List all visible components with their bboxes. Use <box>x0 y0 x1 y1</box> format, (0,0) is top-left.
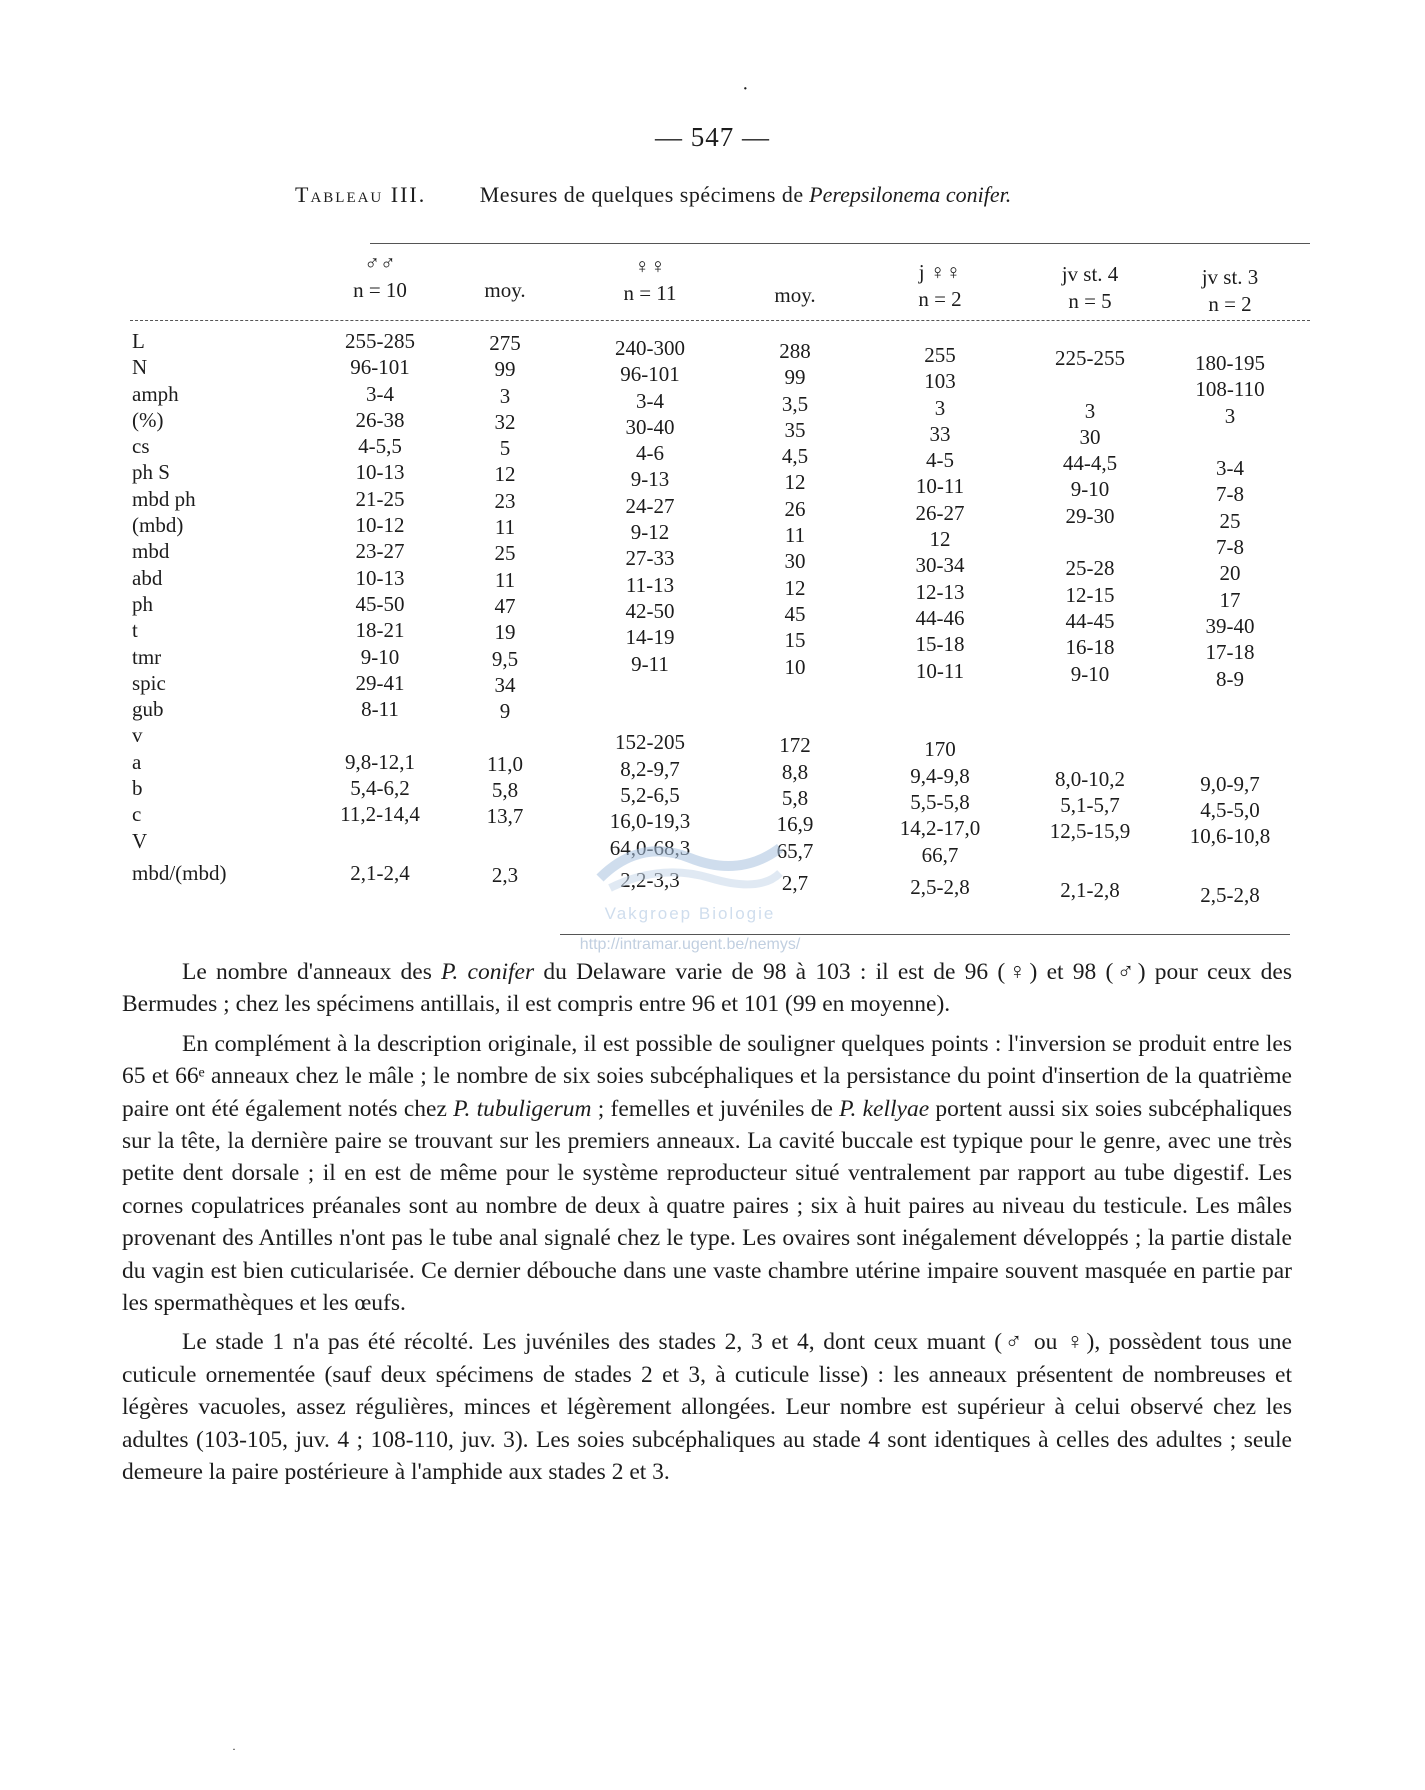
cell: 4-5,5 <box>358 434 402 459</box>
cell: 96-101 <box>620 362 680 387</box>
page-number: — 547 — <box>655 122 770 152</box>
cell <box>1030 529 1150 555</box>
cell: 288 <box>779 339 811 363</box>
cell: 5,1-5,7 <box>1060 793 1120 818</box>
cell: 32 <box>494 409 516 434</box>
column-females-mean <box>755 338 835 896</box>
cell <box>470 830 540 856</box>
cell: 25 <box>1219 508 1241 533</box>
cell <box>755 706 835 732</box>
row-label: (%) <box>132 407 164 432</box>
cell: 9-10 <box>360 644 400 669</box>
cell: 11-13 <box>625 572 675 597</box>
cell: 10-11 <box>915 474 965 499</box>
header-stage3-label: jv st. 3 <box>1201 265 1259 289</box>
row-label: tmr <box>132 644 162 669</box>
column-males-mean <box>470 330 540 888</box>
cell <box>755 680 835 706</box>
cell: 240-300 <box>615 336 685 360</box>
cell: 5,4-6,2 <box>350 776 410 801</box>
cell: 2,3 <box>491 862 519 887</box>
cell: 4,5 <box>781 444 809 469</box>
cell: 3 <box>1224 403 1236 428</box>
cell: 4-6 <box>636 441 664 466</box>
header-males-mean <box>470 277 540 304</box>
cell: 255 <box>924 343 956 367</box>
cell: 10-11 <box>915 658 965 683</box>
cell <box>1170 429 1290 455</box>
cell: 14-19 <box>625 625 675 650</box>
cell: 45-50 <box>355 591 405 616</box>
cell: 12 <box>494 462 516 487</box>
cell: 12,5-15,9 <box>1049 819 1131 844</box>
table-caption <box>295 182 1011 208</box>
cell: 99 <box>784 365 806 390</box>
watermark-name: Vakgroep Biologie <box>604 904 776 923</box>
cell: 20 <box>1219 561 1241 586</box>
cell <box>1030 687 1150 713</box>
header-males-symbol: ♂♂ <box>364 251 396 275</box>
row-label: mbd ph <box>132 486 196 511</box>
header-stage4-n: n = 5 <box>1068 289 1112 313</box>
cell: 19 <box>494 620 516 645</box>
table-header-rule <box>130 320 1310 321</box>
cell <box>1170 850 1290 876</box>
cell: 42-50 <box>625 598 675 623</box>
paragraph-2 <box>122 1028 1292 1320</box>
cell: 9-10 <box>1070 477 1110 502</box>
cell: 170 <box>924 737 956 762</box>
row-labels <box>132 328 227 886</box>
watermark <box>560 818 820 953</box>
cell: 7-8 <box>1216 535 1244 560</box>
cell <box>1030 371 1150 397</box>
cell <box>1170 718 1290 744</box>
cell: 3 <box>499 383 511 408</box>
cell: 108-110 <box>1195 377 1265 402</box>
row-label: N <box>132 355 148 380</box>
cell: 5,8 <box>781 786 809 811</box>
species-name: P. conifer <box>441 959 535 985</box>
cell: 27-33 <box>625 546 675 571</box>
cell: 29-30 <box>1065 503 1115 528</box>
cell: 45 <box>784 601 806 626</box>
cell: 11 <box>494 515 516 540</box>
row-label: V <box>132 828 148 853</box>
paragraph-3: Le stade 1 n'a pas été récolté. Les juvéniles des stades 2, 3 et 4, dont ceux muant (♂ ou ♀), possèdent tous une cuticule ornementée (sauf deux spécimens de stades 2 et 3, à cuticule lisse) : les anneaux présentent de nombreuses et légères vacuoles, assez régulières, minces et légèrement allongées. Leur nombre est supérieur à celui observé chez les adultes (103-105, juv. 4 ; 108-110, juv. 3). Les soies subcéphaliques au stade 4 sont identiques à celles des adultes ; seule demeure la paire postérieure à l'amphide aux stades 2 et 3. <box>122 1329 1292 1486</box>
cell: 9-10 <box>1070 661 1110 686</box>
row-label: L <box>132 329 145 353</box>
cell: 64,0-68,3 <box>609 835 691 860</box>
cell: 10-13 <box>355 565 405 590</box>
cell: 4-5 <box>926 448 954 473</box>
row-label: a <box>132 749 142 774</box>
cell: 10,6-10,8 <box>1189 824 1271 849</box>
cell: 12-13 <box>915 579 965 604</box>
cell: 8,2-9,7 <box>620 756 680 781</box>
cell: 44-4,5 <box>1062 451 1118 476</box>
row-label: mbd/(mbd) <box>132 860 227 885</box>
cell: 44-45 <box>1065 608 1115 633</box>
cell: 99 <box>494 357 516 382</box>
watermark-url: http://intramar.ugent.be/nemys/ <box>579 936 801 953</box>
row-label: cs <box>132 434 150 459</box>
cell <box>1030 845 1150 871</box>
cell: 9,5 <box>491 646 519 671</box>
cell: 11,0 <box>487 751 523 776</box>
watermark-wave-icon <box>590 818 790 898</box>
cell: 3-4 <box>1216 456 1244 481</box>
cell: 8,8 <box>781 759 809 784</box>
cell: 2,2-3,3 <box>620 867 680 892</box>
row-label: t <box>132 618 138 643</box>
species-name: P. tubuligerum <box>453 1095 592 1122</box>
header-males-mean-label: moy. <box>484 278 526 302</box>
cell: 8,0-10,2 <box>1055 766 1125 791</box>
row-label: gub <box>132 697 164 722</box>
row-label: v <box>132 723 143 748</box>
cell: 30 <box>784 549 806 574</box>
cell: 13,7 <box>486 804 524 829</box>
cell: 8-9 <box>1216 666 1244 691</box>
printing-dot: · <box>742 78 749 100</box>
cell: 33 <box>929 421 951 446</box>
text: ; femelles et juvéniles de <box>591 1095 840 1122</box>
cell: 26 <box>784 496 806 521</box>
row-label: (mbd) <box>132 513 184 538</box>
row-label: amph <box>132 381 179 406</box>
cell <box>470 724 540 750</box>
cell: 3,5 <box>781 391 809 416</box>
cell: 275 <box>489 331 521 355</box>
text: du Delaware varie de 98 à 103 : il est de 96 (♀) et 98 (♂) pour ceux des Bermudes ; chez les spécimens antillais, il est compris entre 96 et 101 (99 en moyenne). <box>122 959 1292 1018</box>
header-females <box>575 253 725 307</box>
cell: 30-34 <box>915 553 965 578</box>
column-juvenile-stage4 <box>1030 345 1150 903</box>
cell <box>575 703 725 729</box>
cell: 11 <box>494 567 516 592</box>
header-juvenile-stage3 <box>1170 264 1290 318</box>
cell: 16-18 <box>1065 635 1115 660</box>
cell: 2,1-2,8 <box>1060 877 1120 902</box>
text: portent aussi six soies subcéphaliques sur la tête, la dernière paire se trouvant sur les premiers anneaux. La cavité buccale est typique pour le genre, avec une très petite dent dorsale ; il en est de même pour le système reproducteur situé ventralement par rapport au tube digestif. Les cornes copulatrices préanales sont au nombre de deux à quatre paires ; six à huit paires au niveau du testicule. Les mâles provenant des Antilles n'ont pas le tube anal signalé chez le type. Les ovaires sont inégalement développés ; la partie distale du vagin est bien cuticularisée. Ce dernier débouche dans une vaste chambre utérine impaire souvent masquée en partie par les spermathèques et les œufs. <box>122 1095 1292 1317</box>
header-stage4-label: jv st. 4 <box>1061 262 1119 286</box>
cell: 3 <box>1084 398 1096 423</box>
column-juvenile-stage3 <box>1170 350 1290 908</box>
cell <box>300 828 460 854</box>
cell <box>1030 739 1150 765</box>
cell <box>1170 692 1290 718</box>
header-juvenile-females-n: n = 2 <box>918 287 962 311</box>
cell: 11,2-14,4 <box>340 802 420 827</box>
cell: 3-4 <box>366 381 394 406</box>
cell: 23-27 <box>355 539 405 564</box>
cell: 5 <box>499 436 511 461</box>
cell: 21-25 <box>355 486 405 511</box>
cell: 25-28 <box>1065 556 1115 581</box>
cell <box>575 677 725 703</box>
header-females-n: n = 11 <box>623 281 677 305</box>
cell: 5,2-6,5 <box>620 783 680 808</box>
cell <box>880 684 1000 710</box>
cell: 15 <box>784 628 806 653</box>
text: En complément à la description originale, il est possible de souligner quelques points : l'inversion se produit entre les 65 et 66ᵉ anneaux chez le mâle ; le nombre de six soies subcéphaliques et la persistance du point d'insertion de la quatrième paire ont été également notés chez <box>122 1030 1292 1122</box>
cell: 16,0-19,3 <box>609 809 691 834</box>
cell: 3-4 <box>636 388 664 413</box>
cell: 18-21 <box>355 618 405 643</box>
cell: 17 <box>1219 587 1241 612</box>
header-stage3-n: n = 2 <box>1208 292 1252 316</box>
header-juvenile-stage4 <box>1030 261 1150 315</box>
row-label: c <box>132 802 142 827</box>
cell: 2,5-2,8 <box>910 874 970 899</box>
header-juvenile-females <box>880 259 1000 313</box>
cell: 10-12 <box>355 513 405 538</box>
header-males-n: n = 10 <box>353 278 407 302</box>
cell: 2,1-2,4 <box>350 860 410 885</box>
cell: 5,5-5,8 <box>910 790 970 815</box>
row-label: mbd <box>132 539 170 564</box>
cell: 14,2-17,0 <box>899 816 981 841</box>
cell <box>1030 713 1150 739</box>
cell: 29-41 <box>355 670 405 695</box>
cell: 66,7 <box>921 842 959 867</box>
cell: 4,5-5,0 <box>1200 798 1260 823</box>
cell: 9-12 <box>630 520 670 545</box>
text: Le nombre d'anneaux des <box>182 959 442 985</box>
cell: 17-18 <box>1205 640 1255 665</box>
cell: 35 <box>784 417 806 442</box>
cell: 11 <box>784 523 806 548</box>
cell: 3 <box>934 395 946 420</box>
column-males-range <box>300 328 460 886</box>
cell: 12 <box>784 575 806 600</box>
cell <box>300 722 460 748</box>
cell: 24-27 <box>625 493 675 518</box>
cell: 172 <box>779 733 811 758</box>
column-juvenile-females <box>880 342 1000 900</box>
cell: 225-255 <box>1055 346 1125 370</box>
species-name: P. kellyae <box>839 1095 930 1122</box>
paragraph-1 <box>122 956 1292 1021</box>
cell: 30 <box>1079 424 1101 449</box>
row-label: spic <box>132 670 166 695</box>
row-label: ph <box>132 591 153 616</box>
cell: 9 <box>499 699 511 724</box>
cell: 12 <box>929 527 951 552</box>
cell: 10-13 <box>355 460 405 485</box>
cell: 44-46 <box>915 605 965 630</box>
cell: 180-195 <box>1195 351 1265 375</box>
header-females-mean-label: moy. <box>774 283 816 307</box>
cell: 16,9 <box>776 812 814 837</box>
cell: 2,7 <box>781 870 809 895</box>
cell <box>1170 744 1290 770</box>
row-label: abd <box>132 565 163 590</box>
header-females-symbol: ♀♀ <box>634 254 666 278</box>
cell: 30-40 <box>625 414 675 439</box>
caption-label: Tableau III. <box>295 182 427 207</box>
cell: 47 <box>494 593 516 618</box>
header-females-mean <box>755 282 835 309</box>
cell: 26-27 <box>915 500 965 525</box>
table-top-rule <box>370 243 1310 244</box>
cell: 7-8 <box>1216 482 1244 507</box>
cell: 23 <box>494 488 516 513</box>
cell: 25 <box>494 541 516 566</box>
cell <box>880 710 1000 736</box>
cell: 2,5-2,8 <box>1200 882 1260 907</box>
cell: 12-15 <box>1065 582 1115 607</box>
cell: 152-205 <box>615 730 685 755</box>
cell: 9-13 <box>630 467 670 492</box>
cell: 5,8 <box>491 778 519 803</box>
body-text <box>122 956 1292 1496</box>
header-juvenile-females-symbol: j ♀♀ <box>918 260 962 284</box>
cell: 9,4-9,8 <box>910 763 970 788</box>
cell: 10 <box>784 654 806 679</box>
cell: 9-11 <box>631 651 669 676</box>
header-males <box>300 250 460 304</box>
row-label: b <box>132 776 143 801</box>
cell: 9,8-12,1 <box>345 749 415 774</box>
cell: 65,7 <box>776 838 814 863</box>
cell: 39-40 <box>1205 613 1255 638</box>
printing-dot: · <box>232 1742 236 1756</box>
cell: 96-101 <box>350 355 410 380</box>
cell: 9,0-9,7 <box>1200 771 1260 796</box>
cell: 255-285 <box>345 329 415 353</box>
cell: 103 <box>924 369 956 394</box>
cell: 8-11 <box>361 697 399 722</box>
cell: 26-38 <box>355 407 405 432</box>
row-label: ph S <box>132 460 170 485</box>
cell: 15-18 <box>915 632 965 657</box>
cell: 12 <box>784 470 806 495</box>
caption-species: Perepsilonema conifer. <box>809 182 1012 207</box>
cell: 34 <box>494 672 516 697</box>
caption-text: Mesures de quelques spécimens de <box>479 182 804 207</box>
column-females-range <box>575 335 725 893</box>
